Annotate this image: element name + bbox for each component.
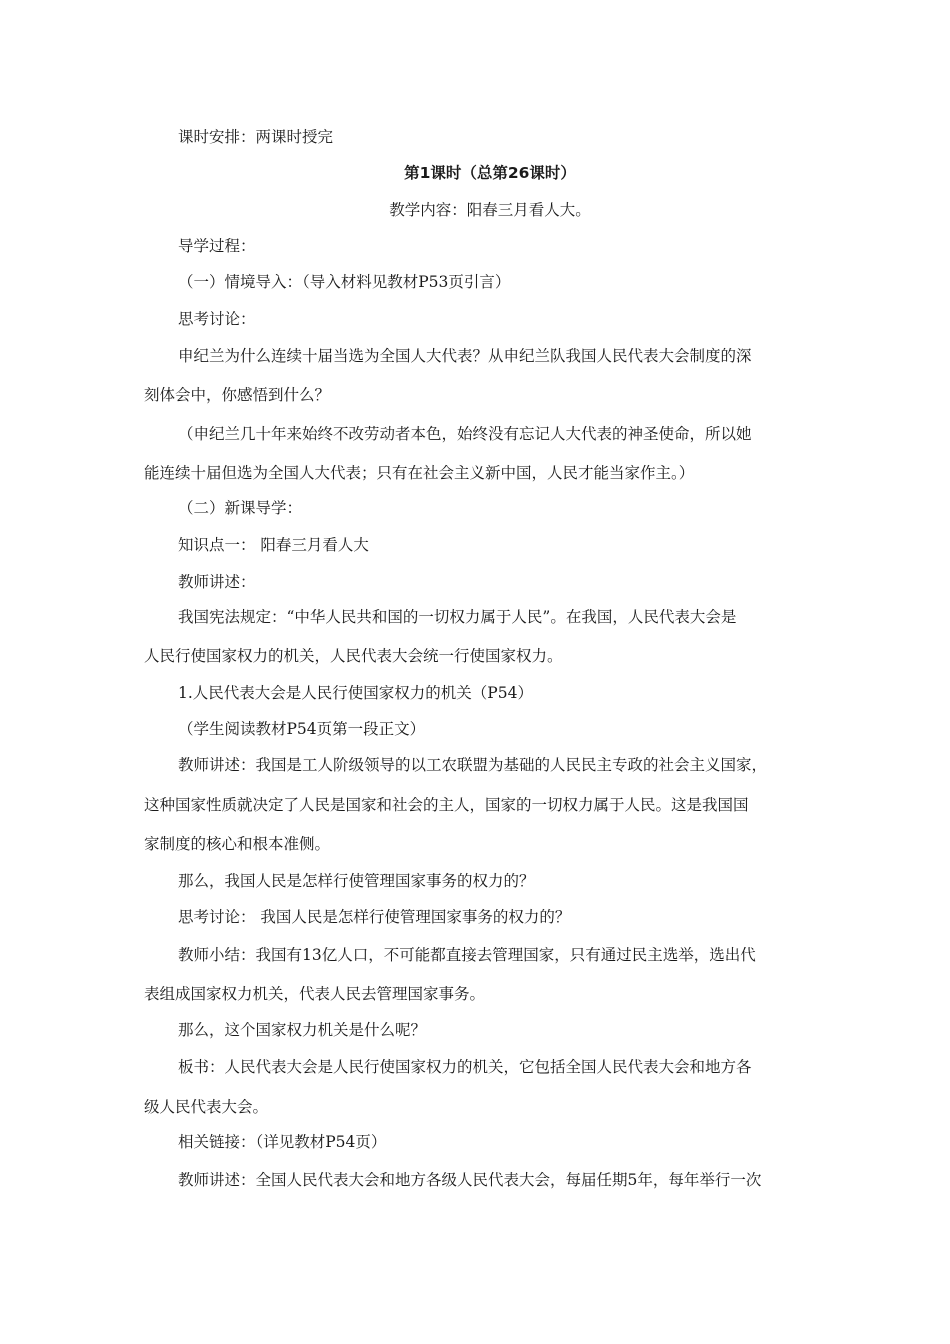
point-1-line: 1.人民代表大会是人民行使国家权力的机关（P54） <box>178 684 533 702</box>
constitution-line-a: 我国宪法规定：“中华人民共和国的一切权力属于人民”。在我国，人民代表大会是 <box>178 608 737 626</box>
question-1-line-a: 申纪兰为什么连续十届当选为全国人大代表？从申纪兰队我国人民代表大会制度的深 <box>178 347 752 365</box>
teacher-says-2-line-c: 家制度的核心和根本准侧。 <box>144 835 331 853</box>
summary-line-a: 教师小结：我国有13亿人口，不可能都直接去管理国家，只有通过民主选举，选出代 <box>178 946 756 964</box>
question-1-line-b: 刻体会中，你感悟到什么？ <box>144 386 331 404</box>
lesson-heading: 第1课时（总第26课时） <box>404 164 576 182</box>
board-line-b: 级人民代表大会。 <box>144 1098 269 1116</box>
content-line: 教学内容：阳春三月看人大。 <box>389 201 591 219</box>
process-label: 导学过程： <box>178 237 256 255</box>
teacher-says-2-line-a: 教师讲述：我国是工人阶级领导的以工农联盟为基础的人民民主专政的社会主义国家， <box>178 756 768 774</box>
answer-1-line-b: 能连续十届但选为全国人大代表；只有在社会主义新中国，人民才能当家作主。） <box>144 464 695 482</box>
knowledge-point-1: 知识点一： 阳春三月看人大 <box>178 536 369 554</box>
intro-line: （一）情境导入：（导入材料见教材P53页引言） <box>178 273 511 291</box>
teacher-says-label-1: 教师讲述： <box>178 573 256 591</box>
constitution-line-b: 人民行使国家权力的机关，人民代表大会统一行使国家权力。 <box>144 647 563 665</box>
summary-line-b: 表组成国家权力机关，代表人民去管理国家事务。 <box>144 985 486 1003</box>
new-lesson-label: （二）新课导学： <box>178 499 303 517</box>
related-link-line: 相关链接：（详见教材P54页） <box>178 1133 387 1151</box>
board-line-a: 板书：人民代表大会是人民行使国家权力的机关，它包括全国人民代表大会和地方各 <box>178 1058 752 1076</box>
answer-1-line-a: （申纪兰几十年来始终不改劳动者本色，始终没有忘记人大代表的神圣使命，所以她 <box>178 425 752 443</box>
reading-note: （学生阅读教材P54页第一段正文） <box>178 720 426 738</box>
question-3-line: 那么，这个国家权力机关是什么呢？ <box>178 1021 427 1039</box>
schedule-line: 课时安排：两课时授完 <box>178 128 334 146</box>
discuss-label-1: 思考讨论： <box>178 310 256 328</box>
discuss-2-line: 思考讨论： 我国人民是怎样行使管理国家事务的权力的？ <box>178 908 571 926</box>
question-2-line: 那么，我国人民是怎样行使管理国家事务的权力的？ <box>178 872 535 890</box>
teacher-says-3-line: 教师讲述：全国人民代表大会和地方各级人民代表大会，每届任期5年，每年举行一次 <box>178 1171 762 1189</box>
teacher-says-2-line-b: 这种国家性质就决定了人民是国家和社会的主人，国家的一切权力属于人民。这是我国国 <box>144 796 749 814</box>
